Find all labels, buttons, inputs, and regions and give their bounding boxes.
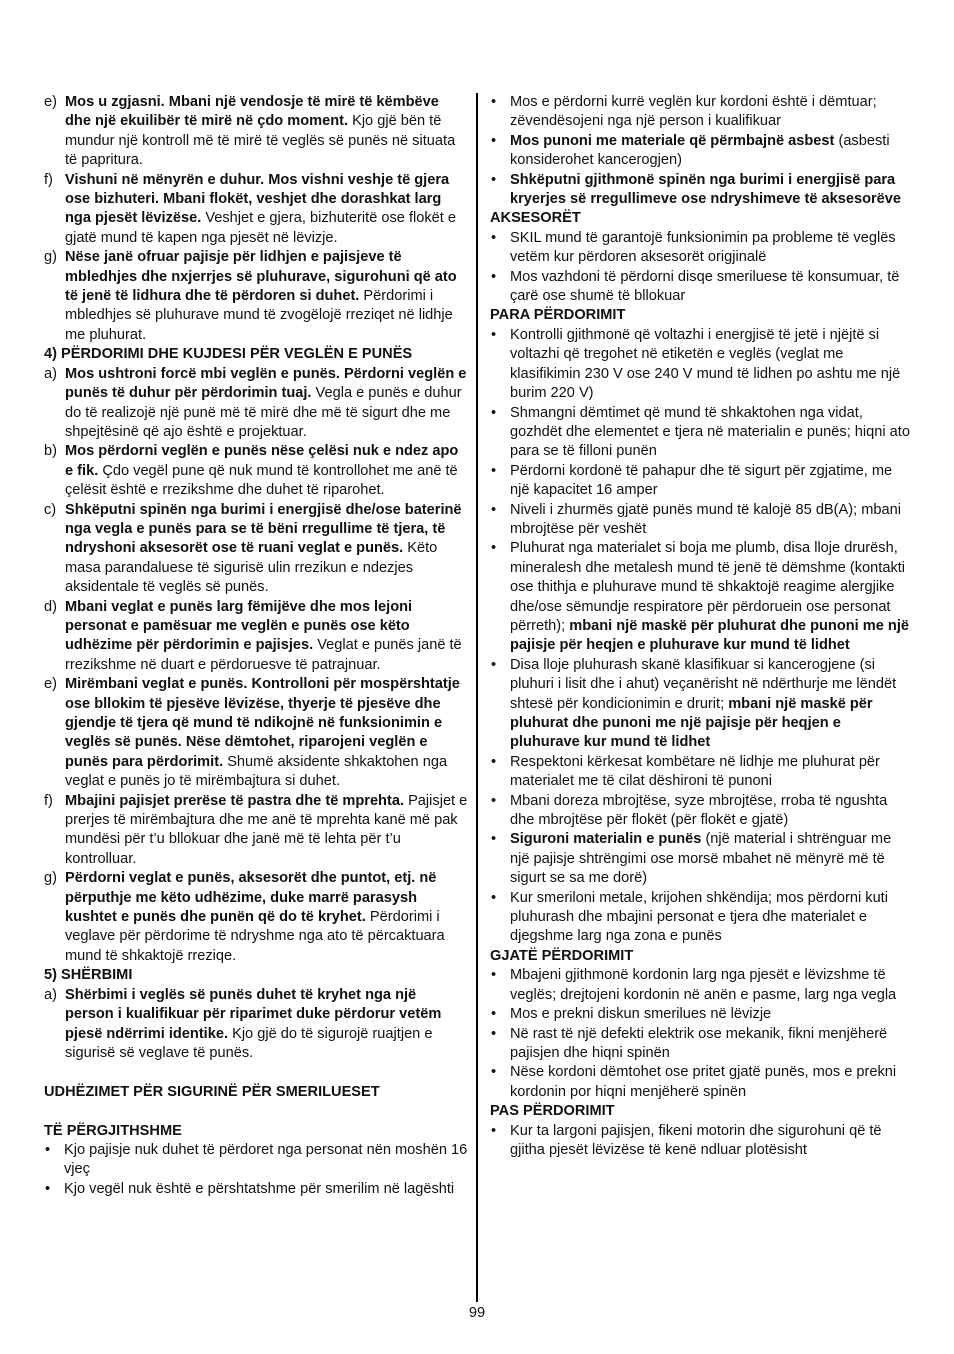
item-text [510, 1025, 912, 1064]
body-text: (asbesti konsiderohet kancerogjen) [510, 132, 890, 169]
item-text [510, 830, 912, 888]
bullet-item [490, 326, 912, 404]
bullet-item [490, 830, 912, 888]
bullet-icon: • [491, 1006, 497, 1023]
bullet-item [490, 404, 912, 462]
bold-text: Mos u zgjasni. Mbani një vendosje të mirë të këmbëve dhe një ekuilibër të mirë në çdo moment. [65, 94, 439, 130]
bullet-item [490, 792, 912, 831]
body-text: Kontrolli gjithmonë që voltazhi i energjisë të jetë i njëjtë si voltazhi që tregohet në etiketën e veglës (veglat me klasifikimin 230 V ose 240 V mund të lidhen po ashtu me një burim 220 V) [510, 326, 901, 402]
bullet-icon: • [491, 656, 497, 673]
section-heading: GJATË PËRDORIMIT [490, 947, 634, 964]
body-text: Mos vazhdoni të përdorni disqe smeriluese të konsumuar, të çarë ose shumë të bllokuar [510, 268, 900, 305]
bullet-item [490, 1122, 912, 1161]
body-text: Mbani doreza mbrojtëse, syze mbrojtëse, rroba të ngushta dhe mbrojtëse për flokët (për flokët e gjatë) [510, 792, 888, 829]
bullet-icon: • [491, 889, 497, 906]
item-text [510, 462, 912, 501]
body-text: Kur smeriloni metale, krijohen shkëndija; mos përdorni kuti pluhurash dhe mbajini personat e tjera dhe materialet e djegshme larg nga zona e punës [510, 889, 888, 945]
bullet-item [44, 1180, 468, 1199]
bold-text: Shërbimi i veglës së punës duhet të kryhet nga një person i kualifikuar për riparimet duke përdorur vetëm pjesë ndërrimi identike. [65, 986, 442, 1042]
item-text [510, 326, 912, 404]
body-text: Respektoni kërkesat kombëtare në lidhje me pluhurat për materialet me të cilat dëshironi të punoni [510, 753, 880, 790]
list-item [44, 442, 468, 500]
item-text [65, 248, 468, 345]
body-text: Disa lloje pluhurash skanë klasifikuar si kancerogjene (si pluhuri i lisit dhe i ahut) veçanërisht në ndërthurje me lëndët shtesë për kondicionimin e drurit; [510, 656, 897, 712]
list-item [44, 792, 468, 870]
bullet-icon: • [45, 1180, 51, 1197]
item-text [510, 889, 912, 947]
body-text: Përdorimi i mbledhjes së pluhurave mund të zvogëlojë rreziqet në lidhje me pluhurat. [65, 288, 453, 343]
list-item [44, 365, 468, 443]
list-item [44, 598, 468, 676]
body-text: Shumë aksidente shkaktohen nga veglat e punës jo të mirëmbajtura si duhet. [65, 753, 448, 790]
body-text: Veshjet e gjera, bizhuteritë ose flokët e gjatë mund të kapen nga pjesët në lëvizje. [65, 210, 457, 246]
bold-text: mbani një maskë për pluhurat dhe punoni me një pajisje për heqjen e pluhurave kur mund të lidhet [510, 695, 873, 751]
section-heading: PARA PËRDORIMIT [490, 307, 626, 324]
body-text: Nëse kordoni dëmtohet ose pritet gjatë punës, mos e prekni kordonin por hiqni menjëherë spinën [510, 1064, 897, 1100]
item-text [510, 501, 912, 540]
bullet-icon: • [491, 132, 497, 149]
bold-text: Përdorni veglat e punës, aksesorët dhe puntot, etj. në përputhje me këto udhëzime, duke marrë parasysh kushtet e punës dhe punën që do të kryhet. [65, 870, 437, 926]
bold-text: Siguroni materialin e punës [510, 831, 702, 848]
section-heading: PAS PËRDORIMIT [490, 1103, 615, 1120]
item-text [510, 171, 912, 210]
item-text [65, 986, 468, 1064]
bullet-icon: • [491, 540, 497, 557]
section-heading: 5) SHËRBIMI [44, 967, 133, 984]
bullet-icon: • [45, 1141, 51, 1158]
bold-text: Nëse janë ofruar pajisje për lidhjen e pajisjeve të mbledhjes dhe nxjerrjes së pluhurave, sigurohuni që ato të jenë të lidhura dhe të përdoren si duhet. [65, 249, 457, 305]
item-text [510, 268, 912, 307]
bullet-icon: • [491, 326, 497, 343]
section-heading: AKSESORËT [490, 210, 581, 227]
item-marker: d) [44, 598, 57, 615]
bullet-item [490, 1025, 912, 1064]
bullet-icon: • [491, 268, 497, 285]
bullet-item [490, 1005, 912, 1024]
bold-text: Mirëmbani veglat e punës. Kontrolloni për mospërshtatje ose bllokim të pjesëve lëvizëse, thyerje të pjesëve dhe gjendje të tjera që mund të ndikojnë në funksionimin e veglës së punës. Nëse dëmtohet, riparojeni veglën e punës para përdorimit. [65, 676, 460, 770]
bold-text: Mos përdorni veglën e punës nëse çelësi nuk e ndez apo e fik. [65, 443, 459, 479]
bold-text: Mbajini pajisjet prerëse të pastra dhe të mprehta. [65, 792, 405, 809]
body-text: SKIL mund të garantojë funksionimin pa probleme të veglës vetëm kur përdoren aksesorët origjinalë [510, 229, 896, 266]
item-text [65, 598, 468, 676]
item-marker: f) [44, 171, 53, 188]
item-text [510, 539, 912, 655]
body-text: (një material i shtrënguar me një pajisje shtrëngimi ose morsë mbahet në mënyrë më të sigurt se sa me dorë) [510, 831, 892, 887]
bullet-item [490, 132, 912, 171]
item-text [64, 1180, 468, 1199]
item-text [510, 93, 912, 132]
body-text: Përdorni kordonë të pahapur dhe të sigurt për zgjatime, me një kapacitet 16 amper [510, 462, 893, 499]
right-column [490, 93, 912, 1160]
bold-text: Vishuni në mënyrën e duhur. Mos vishni veshje të gjera ose bizhuteri. Mbani flokët, veshjet dhe dorashkat larg nga pjesët lëvizëse. [65, 171, 450, 227]
item-text [510, 1063, 912, 1102]
bullet-item [490, 889, 912, 947]
item-marker: a) [44, 986, 57, 1003]
body-text: Mos e prekni diskun smerilues në lëvizje [510, 1006, 772, 1023]
list-item [44, 93, 468, 171]
item-text [510, 404, 912, 462]
bold-text: Mos punoni me materiale që përmbajnë asbest [510, 132, 835, 149]
section-heading: 4) PËRDORIMI DHE KUJDESI PËR VEGLËN E PUNËS [44, 346, 413, 363]
body-text: Çdo vegël pune që nuk mund të kontrollohet me anë të çelësit është e rrezikshme dhe duhet të riparohet. [65, 462, 458, 499]
bullet-item [490, 171, 912, 210]
bullet-item [490, 462, 912, 501]
bold-text: mbani një maskë për pluhurat dhe punoni me një pajisje për heqjen e pluhurave kur mund të lidhet [510, 617, 909, 654]
column-divider [476, 93, 478, 1302]
bold-text: Mbani veglat e punës larg fëmijëve dhe mos lejoni personat e pamësuar me veglën e punës ose këto udhëzime për përdorimin e pajisjes. [65, 598, 413, 654]
item-text [510, 132, 912, 171]
body-text: Kur ta largoni pajisjen, fikeni motorin dhe sigurohuni që të gjitha pjesët lëvizëse të kenë ndluar plotësisht [510, 1122, 882, 1158]
bullet-icon: • [491, 94, 497, 110]
body-text: Kjo gjë bën të mundur një kontroll më të mirë të veglës së punës në situata të papritura. [65, 113, 456, 169]
item-text [510, 792, 912, 831]
item-text [510, 753, 912, 792]
bullet-icon: • [491, 501, 497, 518]
bullet-icon: • [491, 404, 497, 421]
bullet-item [490, 656, 912, 753]
bullet-item [44, 1141, 468, 1180]
bullet-item [490, 539, 912, 655]
item-text [65, 93, 468, 171]
item-text [64, 1141, 468, 1180]
item-text [65, 675, 468, 791]
left-column [44, 93, 468, 1199]
item-text [65, 171, 468, 249]
bullet-item [490, 268, 912, 307]
item-marker: a) [44, 365, 57, 382]
list-item [44, 171, 468, 249]
bullet-item [490, 229, 912, 268]
body-text: Pajisjet e prerjes të mirëmbajtura dhe me anë të mprehta kanë më pak mundësi për t’u bllokuar dhe janë më të lehta për t’u kontrolluar. [65, 792, 468, 867]
item-marker: g) [44, 249, 57, 266]
bullet-item [490, 966, 912, 1005]
item-text [65, 365, 468, 443]
body-text: Vegla e punës e duhur do të realizojë një punë më të mirë dhe më të sigurt dhe me shpejtësinë që ajo është e projektuar. [65, 385, 462, 440]
bullet-item [490, 93, 912, 132]
item-text [510, 966, 912, 1005]
bullet-icon: • [491, 967, 497, 984]
item-marker: f) [44, 792, 53, 809]
bullet-icon: • [491, 1025, 497, 1042]
item-text [510, 1122, 912, 1161]
list-item [44, 986, 468, 1064]
section-heading: TË PËRGJITHSHME [44, 1122, 182, 1139]
item-text [65, 501, 468, 598]
bullet-icon: • [491, 462, 497, 479]
list-item [44, 248, 468, 345]
item-text [510, 656, 912, 753]
body-text: Pluhurat nga materialet si boja me plumb, disa lloje drurësh, mineralesh dhe metalesh mund të jenë të dëmshme (kontakti ose thithja e pluhurave mund të shkaktojë reagime alergjike dhe/ose sëmundje respiratore për përdoruein ose personat përreth); [510, 540, 906, 634]
body-text: Veglat e punës janë të rrezikshme në duart e përdoruesve të patrajnuar. [65, 637, 462, 673]
bullet-icon: • [491, 792, 497, 809]
bullet-icon: • [491, 1064, 497, 1081]
body-text: Mos e përdorni kurrë veglën kur kordoni është i dëmtuar; zëvendësojeni nga një person i kualifikuar [510, 94, 877, 130]
item-marker: c) [44, 501, 57, 518]
bold-text: Shkëputni gjithmonë spinën nga burimi i energjisë para kryerjes së rregullimeve ose ndryshimeve të aksesorëve [510, 171, 902, 208]
bullet-item [490, 501, 912, 540]
body-text: Këto masa parandaluese të sigurisë ulin rrezikun e ndezjes aksidentale të veglës së punës. [65, 540, 438, 596]
section-heading: UDHËZIMET PËR SIGURINË PËR SMERILUESET [44, 1083, 380, 1100]
item-text [65, 792, 468, 870]
bullet-icon: • [491, 831, 497, 848]
bullet-item [490, 1063, 912, 1102]
item-text [510, 1005, 912, 1024]
bullet-icon: • [491, 229, 497, 246]
item-marker: g) [44, 870, 57, 887]
spacer [44, 1102, 468, 1121]
body-text: Kjo vegël nuk është e përshtatshme për smerilim në lagështi [64, 1180, 455, 1197]
bullet-icon: • [491, 753, 497, 770]
body-text: Kjo gjë do të sigurojë ruajtjen e sigurisë së veglave të punës. [65, 1025, 433, 1061]
item-text [65, 869, 468, 966]
spacer [44, 1063, 468, 1082]
bullet-icon: • [491, 171, 497, 188]
list-item [44, 869, 468, 966]
page-number: 99 [468, 1305, 486, 1321]
bold-text: Shkëputni spinën nga burimi i energjisë dhe/ose baterinë nga vegla e punës para se të bëni rregullime të tjera, të ndryshoni aksesorët ose të ruani veglat e punës. [65, 501, 462, 557]
item-text [65, 442, 468, 500]
bullet-item [490, 753, 912, 792]
list-item [44, 501, 468, 598]
bullet-icon: • [491, 1122, 497, 1139]
list-item [44, 675, 468, 791]
body-text: Mbajeni gjithmonë kordonin larg nga pjesët e lëvizshme të veglës; drejtojeni kordonin në anën e pasme, larg nga vegla [510, 967, 897, 1003]
item-marker: e) [44, 94, 57, 110]
body-text: Përdorimi i veglave për përdorime të ndryshme nga ato të përcaktuara mund të shkaktojë rreziqe. [65, 909, 445, 964]
body-text: Niveli i zhurmës gjatë punës mund të kalojë 85 dB(A); mbani mbrojtëse për veshët [510, 501, 901, 537]
item-marker: b) [44, 443, 57, 460]
item-text [510, 229, 912, 268]
body-text: Në rast të një defekti elektrik ose mekanik, fikni menjëherë pajisjen dhe hiqni spinën [510, 1025, 888, 1061]
body-text: Kjo pajisje nuk duhet të përdoret nga personat nën moshën 16 vjeç [64, 1141, 468, 1178]
item-marker: e) [44, 676, 57, 693]
bold-text: Mos ushtroni forcë mbi veglën e punës. Përdorni veglën e punës të duhur për përdorimin tuaj. [65, 365, 467, 402]
body-text: Shmangni dëmtimet që mund të shkaktohen nga vidat, gozhdët dhe elementet e tjera në materialin e punës; hiqni ato para se të filloni punën [510, 404, 910, 460]
